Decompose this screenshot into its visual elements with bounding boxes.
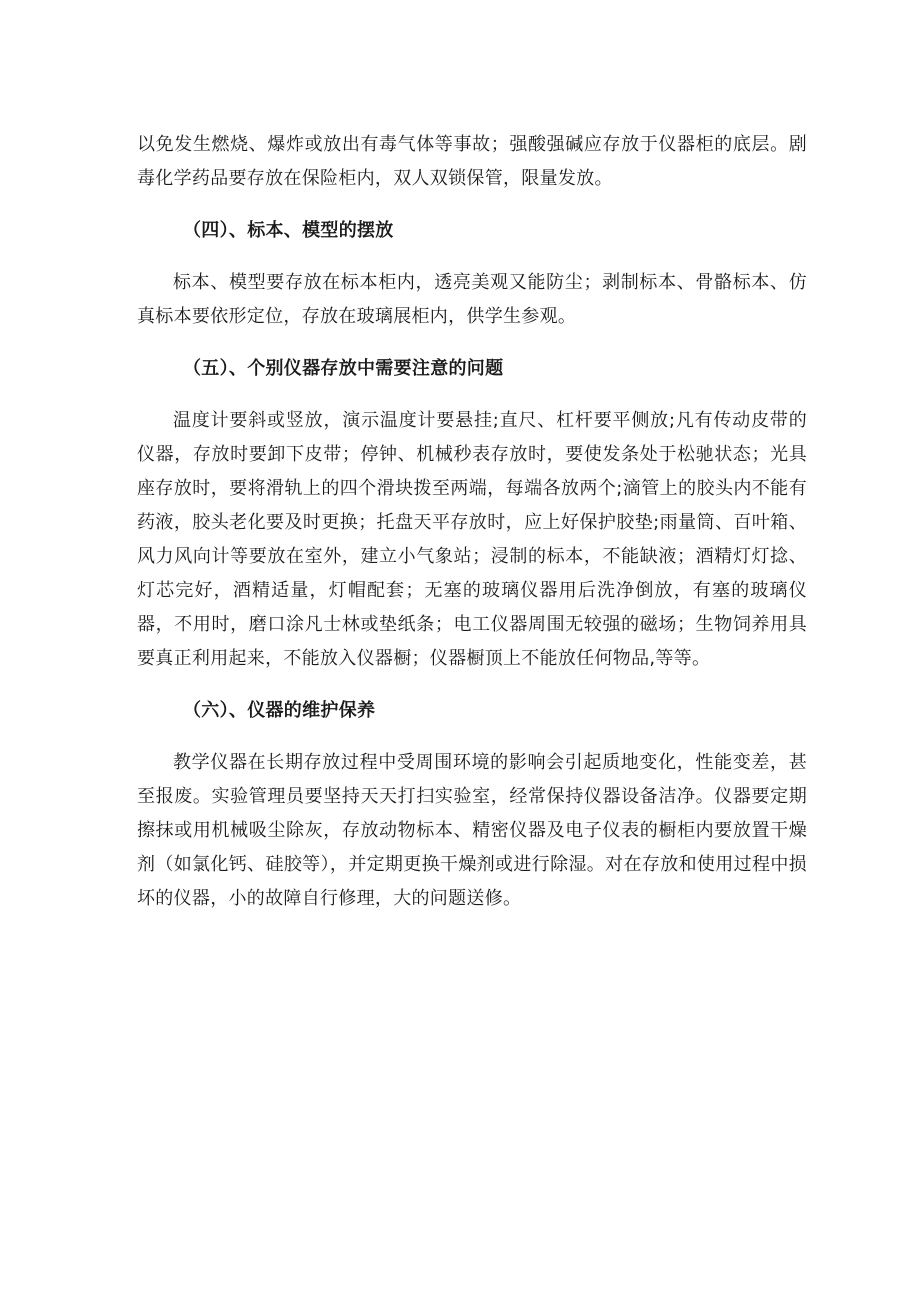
section-paragraph: 标本、模型要存放在标本柜内，透亮美观又能防尘；剥制标本、骨骼标本、仿真标本要依形定位，存放在玻璃展柜内，供学生参观。 — [137, 272, 807, 327]
document-body — [137, 128, 807, 916]
intro-paragraph: 以免发生燃烧、爆炸或放出有毒气体等事故；强酸强碱应存放于仪器柜的底层。剧毒化学药品要存放在保险柜内，双人双锁保管，限量发放。 — [137, 134, 807, 189]
section-heading: （四）、标本、模型的摆放 — [183, 220, 394, 241]
section-maintenance — [137, 694, 807, 916]
section-storage-notes — [137, 352, 807, 676]
section-paragraph: 温度计要斜或竖放，演示温度计要悬挂;直尺、杠杆要平侧放;凡有传动皮带的仪器，存放时要卸下皮带；停钟、机械秒表存放时，要使发条处于松驰状态；光具座存放时，要将滑轨上的四个滑块拨至两端，每端各放两个;滴管上的胶头内不能有药液，胶头老化要及时更换；托盘天平存放时，应上好保护胶垫;雨量筒、百叶箱、风力风向计等要放在室外，建立小气象站；浸制的标本，不能缺液；酒精灯灯捻、灯芯完好，酒精适量，灯帽配套；无塞的玻璃仪器用后洗净倒放，有塞的玻璃仪器，不用时，磨口涂凡士林或垫纸条；电工仪器周围无较强的磁场；生物饲养用具要真正利用起来，不能放入仪器橱；仪器橱顶上不能放任何物品,等等。 — [137, 410, 807, 669]
section-paragraph: 教学仪器在长期存放过程中受周围环境的影响会引起质地变化，性能变差，甚至报废。实验管理员要坚持天天打扫实验室，经常保持仪器设备洁净。仪器要定期擦抹或用机械吸尘除灰，存放动物标本、精密仪器及电子仪表的橱柜内要放置干燥剂（如氯化钙、硅胶等），并定期更换干燥剂或进行除湿。对在存放和使用过程中损坏的仪器，小的故障自行修理，大的问题送修。 — [137, 752, 807, 909]
section-heading: （六）、仪器的维护保养 — [183, 700, 376, 721]
section-heading: （五）、个别仪器存放中需要注意的问题 — [183, 358, 504, 379]
section-specimens — [137, 214, 807, 334]
